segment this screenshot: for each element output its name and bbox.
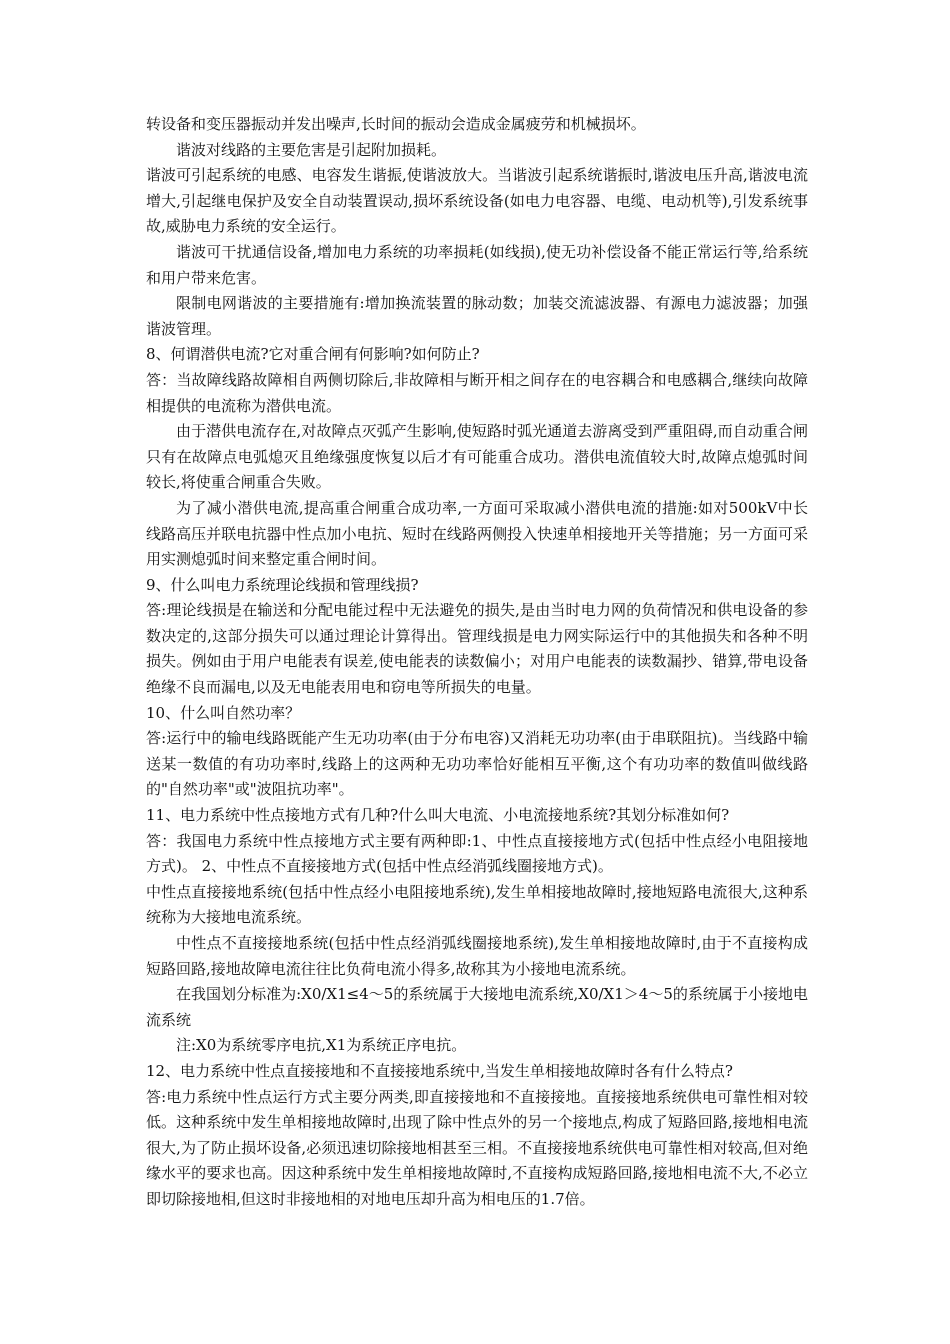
answer-11-paragraph-4: 在我国划分标准为:X0/X1≤4～5的系统属于大接地电流系统,X0/X1＞4～5的系统属于小接地电流系统 [146, 985, 808, 1029]
question-9-heading: 9、什么叫电力系统理论线损和管理线损? [146, 575, 419, 594]
question-12-heading: 12、电力系统中性点直接接地和不直接接地系统中,当发生单相接地故障时各有什么特点? [146, 1061, 733, 1080]
answer-8-paragraph-1: 答：当故障线路故障相自两侧切除后,非故障相与断开相之间存在的电容耦合和电感耦合,继续向故障相提供的电流称为潜供电流。 [146, 370, 808, 415]
answer-11-paragraph-2: 中性点直接接地系统(包括中性点经小电阻接地系统),发生单相接地故障时,接地短路电流很大,这种系统称为大接地电流系统。 [146, 882, 808, 927]
question-8-heading: 8、何谓潜供电流?它对重合闸有何影响?如何防止? [146, 345, 480, 364]
paragraph-4: 谐波可干扰通信设备,增加电力系统的功率损耗(如线损),使无功补偿设备不能正常运行等,给系统和用户带来危害。 [146, 242, 808, 287]
paragraph-1: 转设备和变压器振动并发出噪声,长时间的振动会造成金属疲劳和机械损坏。 [146, 115, 646, 133]
answer-10-paragraph: 答:运行中的输电线路既能产生无功功率(由于分布电容)又消耗无功功率(由于串联阻抗)。当线路中输送某一数值的有功功率时,线路上的这两种无功功率恰好能相互平衡,这个有功功率的数值叫做线路的"自然功率"或"波阻抗功率"。 [146, 729, 808, 799]
question-10-heading: 10、什么叫自然功率？ [146, 703, 301, 722]
document-page [146, 112, 808, 1213]
answer-8-paragraph-2: 由于潜供电流存在,对故障点灭弧产生影响,使短路时弧光通道去游离受到严重阻碍,而自动重合闸只有在故障点电弧熄灭且绝缘强度恢复以后才有可能重合成功。潜供电流值较大时,故障点熄弧时间较长,将使重合闸重合失败。 [146, 422, 808, 492]
answer-11-note: 注:X0为系统零序电抗,X1为系统正序电抗。 [176, 1036, 467, 1055]
answer-11-paragraph-3: 中性点不直接接地系统(包括中性点经消弧线圈接地系统),发生单相接地故障时,由于不直接构成短路回路,接地故障电流往往比负荷电流小得多,故称其为小接地电流系统。 [146, 934, 808, 978]
paragraph-3: 谐波可引起系统的电感、电容发生谐振,使谐波放大。当谐波引起系统谐振时,谐波电压升高,谐波电流增大,引起继电保护及安全自动装置误动,损坏系统设备(如电力电容器、电缆、电动机等),引发系统事故,威胁电力系统的安全运行。 [146, 166, 808, 236]
paragraph-5: 限制电网谐波的主要措施有:增加换流装置的脉动数；加装交流滤波器、有源电力滤波器；加强谐波管理。 [146, 294, 808, 338]
answer-11-paragraph-1: 答：我国电力系统中性点接地方式主要有两种即:1、中性点直接接地方式(包括中性点经小电阻接地方式)。 2、中性点不直接接地方式(包括中性点经消弧线圈接地方式)。 [146, 831, 808, 876]
answer-8-paragraph-3: 为了减小潜供电流,提高重合闸重合成功率,一方面可采取减小潜供电流的措施:如对500kV中长线路高压并联电抗器中性点加小电抗、短时在线路两侧投入快速单相接地开关等措施；另一方面可采用实测熄弧时间来整定重合闸时间。 [146, 498, 808, 569]
question-11-heading: 11、电力系统中性点接地方式有几种?什么叫大电流、小电流接地系统?其划分标准如何? [146, 806, 730, 825]
paragraph-2: 谐波对线路的主要危害是引起附加损耗。 [176, 140, 447, 159]
answer-9-paragraph: 答:理论线损是在输送和分配电能过程中无法避免的损失,是由当时电力网的负荷情况和供电设备的参数决定的,这部分损失可以通过理论计算得出。管理线损是电力网实际运行中的其他损失和各种不明损失。例如由于用户电能表有误差,使电能表的读数偏小；对用户电能表的读数漏抄、错算,带电设备绝缘不良而漏电,以及无电能表用电和窃电等所损失的电量。 [146, 601, 808, 697]
answer-12-paragraph: 答:电力系统中性点运行方式主要分两类,即直接接地和不直接接地。直接接地系统供电可靠性相对较低。这种系统中发生单相接地故障时,出现了除中性点外的另一个接地点,构成了短路回路,接地相电流很大,为了防止损坏设备,必须迅速切除接地相甚至三相。不直接接地系统供电可靠性相对较高,但对绝缘水平的要求也高。因这种系统中发生单相接地故障时,不直接构成短路回路,接地相电流不大,不必立即切除接地相,但这时非接地相的对地电压却升高为相电压的1.7倍。 [146, 1087, 808, 1208]
